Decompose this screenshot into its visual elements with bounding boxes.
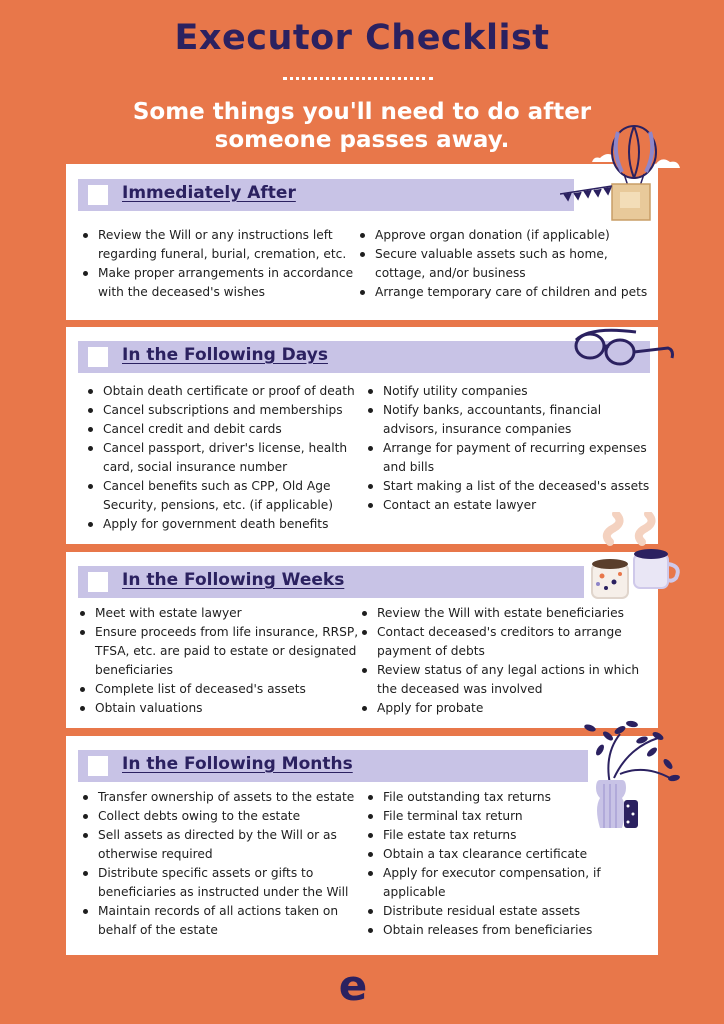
checklist-item-line: cottage, and/or business <box>375 266 526 280</box>
checklist-item <box>80 826 370 864</box>
checklist-item-line: card, social insurance number <box>103 460 288 474</box>
checklist-item <box>80 264 365 302</box>
checklist-item-line: Approve organ donation (if applicable) <box>375 228 610 242</box>
section-title: In the Following Days <box>122 345 328 365</box>
checklist-item <box>80 902 370 940</box>
checklist-item-line: Contact deceased's creditors to arrange <box>377 625 622 639</box>
checklist-item <box>85 420 370 439</box>
checklist-item-line: otherwise required <box>98 847 213 861</box>
section-checkbox[interactable] <box>88 756 108 776</box>
checklist-item <box>359 661 654 699</box>
checklist-item <box>365 439 655 477</box>
left-list <box>80 226 365 302</box>
checklist-item-line: Notify utility companies <box>383 384 528 398</box>
right-list <box>357 226 657 302</box>
section-checkbox[interactable] <box>88 185 108 205</box>
title-divider <box>283 77 433 80</box>
checklist-item-line: Review the Will with estate beneficiaries <box>377 606 624 620</box>
checklist-item-line: Review the Will or any instructions left <box>98 228 333 242</box>
checklist-item <box>365 845 655 864</box>
checklist-item <box>85 477 370 515</box>
checklist-item-line: Distribute specific assets or gifts to <box>98 866 314 880</box>
checklist-item-line: regarding funeral, burial, cremation, etc. <box>98 247 347 261</box>
checklist-item-line: Secure valuable assets such as home, <box>375 247 608 261</box>
checklist-item-line: Make proper arrangements in accordance <box>98 266 354 280</box>
checklist-item-line: Cancel credit and debit cards <box>103 422 282 436</box>
checklist-item-line: File outstanding tax returns <box>383 790 551 804</box>
checklist-item-line: advisors, insurance companies <box>383 422 572 436</box>
checklist-item-line: beneficiaries as instructed under the Will <box>98 885 349 899</box>
checklist-item-line: Cancel benefits such as CPP, Old Age <box>103 479 331 493</box>
checklist-item <box>85 515 370 534</box>
checklist-item <box>77 699 367 718</box>
checklist-item <box>80 864 370 902</box>
checklist-item <box>80 807 370 826</box>
right-list <box>365 382 655 515</box>
section-checkbox[interactable] <box>88 572 108 592</box>
checklist-item-line: payment of debts <box>377 644 485 658</box>
checklist-item-line: TFSA, etc. are paid to estate or designated <box>95 644 357 658</box>
checklist-item <box>365 921 655 940</box>
checklist-item <box>365 382 655 401</box>
checklist-item-line: Review status of any legal actions in which <box>377 663 640 677</box>
plant-vase-icon <box>570 714 690 830</box>
checklist-item-line: Ensure proceeds from life insurance, RRSP, <box>95 625 359 639</box>
checklist-item <box>357 245 657 283</box>
checklist-item-line: Collect debts owing to the estate <box>98 809 301 823</box>
section-title: In the Following Weeks <box>122 570 345 590</box>
page-title: Executor Checklist <box>174 18 550 58</box>
section-title: In the Following Months <box>122 754 353 774</box>
checklist-item-line: Arrange temporary care of children and pets <box>375 285 648 299</box>
checklist-item-line: the deceased was involved <box>377 682 543 696</box>
checklist-item-line: File terminal tax return <box>383 809 523 823</box>
checklist-item-line: File estate tax returns <box>383 828 517 842</box>
checklist-item <box>365 902 655 921</box>
checklist-item <box>85 439 370 477</box>
subtitle-line-1: Some things you'll need to do after <box>132 99 592 125</box>
brand-logo: e <box>338 961 368 1010</box>
checklist-item <box>357 226 657 245</box>
checklist-item-line: with the deceased's wishes <box>98 285 265 299</box>
checklist-item <box>80 226 365 264</box>
checklist-item-line: Complete list of deceased's assets <box>95 682 306 696</box>
section-title: Immediately After <box>122 183 296 203</box>
coffee-cups-icon <box>580 512 690 608</box>
section-checkbox[interactable] <box>88 347 108 367</box>
checklist-item-line: Meet with estate lawyer <box>95 606 242 620</box>
section-card-following-weeks <box>66 552 658 728</box>
checklist-item-line: Contact an estate lawyer <box>383 498 537 512</box>
glasses-icon <box>570 326 680 374</box>
checklist-item <box>85 382 370 401</box>
checklist-item-line: Apply for executor compensation, if <box>383 866 601 880</box>
checklist-item <box>77 623 367 680</box>
checklist-item <box>85 401 370 420</box>
left-list <box>77 604 367 718</box>
checklist-item-line: Obtain valuations <box>95 701 203 715</box>
left-list <box>80 788 370 940</box>
section-header <box>78 179 574 211</box>
checklist-item <box>77 604 367 623</box>
left-list <box>85 382 370 534</box>
checklist-item-line: Apply for probate <box>377 701 484 715</box>
checklist-item <box>365 864 655 902</box>
checklist-item <box>77 680 367 699</box>
right-list <box>359 604 654 718</box>
checklist-item-line: Distribute residual estate assets <box>383 904 581 918</box>
checklist-item-line: behalf of the estate <box>98 923 218 937</box>
checklist-item-line: Obtain death certificate or proof of death <box>103 384 355 398</box>
checklist-item-line: beneficiaries <box>95 663 173 677</box>
section-header <box>78 750 588 782</box>
checklist-item-line: Maintain records of all actions taken on <box>98 904 339 918</box>
checklist-item-line: Arrange for payment of recurring expenses <box>383 441 647 455</box>
checklist-item <box>365 401 655 439</box>
checklist-item-line: Transfer ownership of assets to the estate <box>98 790 355 804</box>
checklist-item-line: Notify banks, accountants, financial <box>383 403 602 417</box>
subtitle-line-2: someone passes away. <box>214 127 510 153</box>
checklist-item <box>80 788 370 807</box>
hot-air-balloon-icon <box>560 118 694 228</box>
checklist-item-line: Obtain a tax clearance certificate <box>383 847 588 861</box>
checklist-item-line: Sell assets as directed by the Will or as <box>98 828 337 842</box>
section-header <box>78 341 650 373</box>
checklist-item <box>365 477 655 496</box>
checklist-item-line: Start making a list of the deceased's assets <box>383 479 650 493</box>
checklist-item-line: Obtain releases from beneficiaries <box>383 923 593 937</box>
checklist-item-line: applicable <box>383 885 446 899</box>
checklist-item-line: Security, pensions, etc. (if applicable) <box>103 498 334 512</box>
checklist-item-line: and bills <box>383 460 435 474</box>
checklist-item-line: Cancel subscriptions and memberships <box>103 403 343 417</box>
checklist-item <box>359 623 654 661</box>
section-header <box>78 566 584 598</box>
checklist-item-line: Cancel passport, driver's license, health <box>103 441 348 455</box>
checklist-item <box>357 283 657 302</box>
checklist-item-line: Apply for government death benefits <box>103 517 329 531</box>
